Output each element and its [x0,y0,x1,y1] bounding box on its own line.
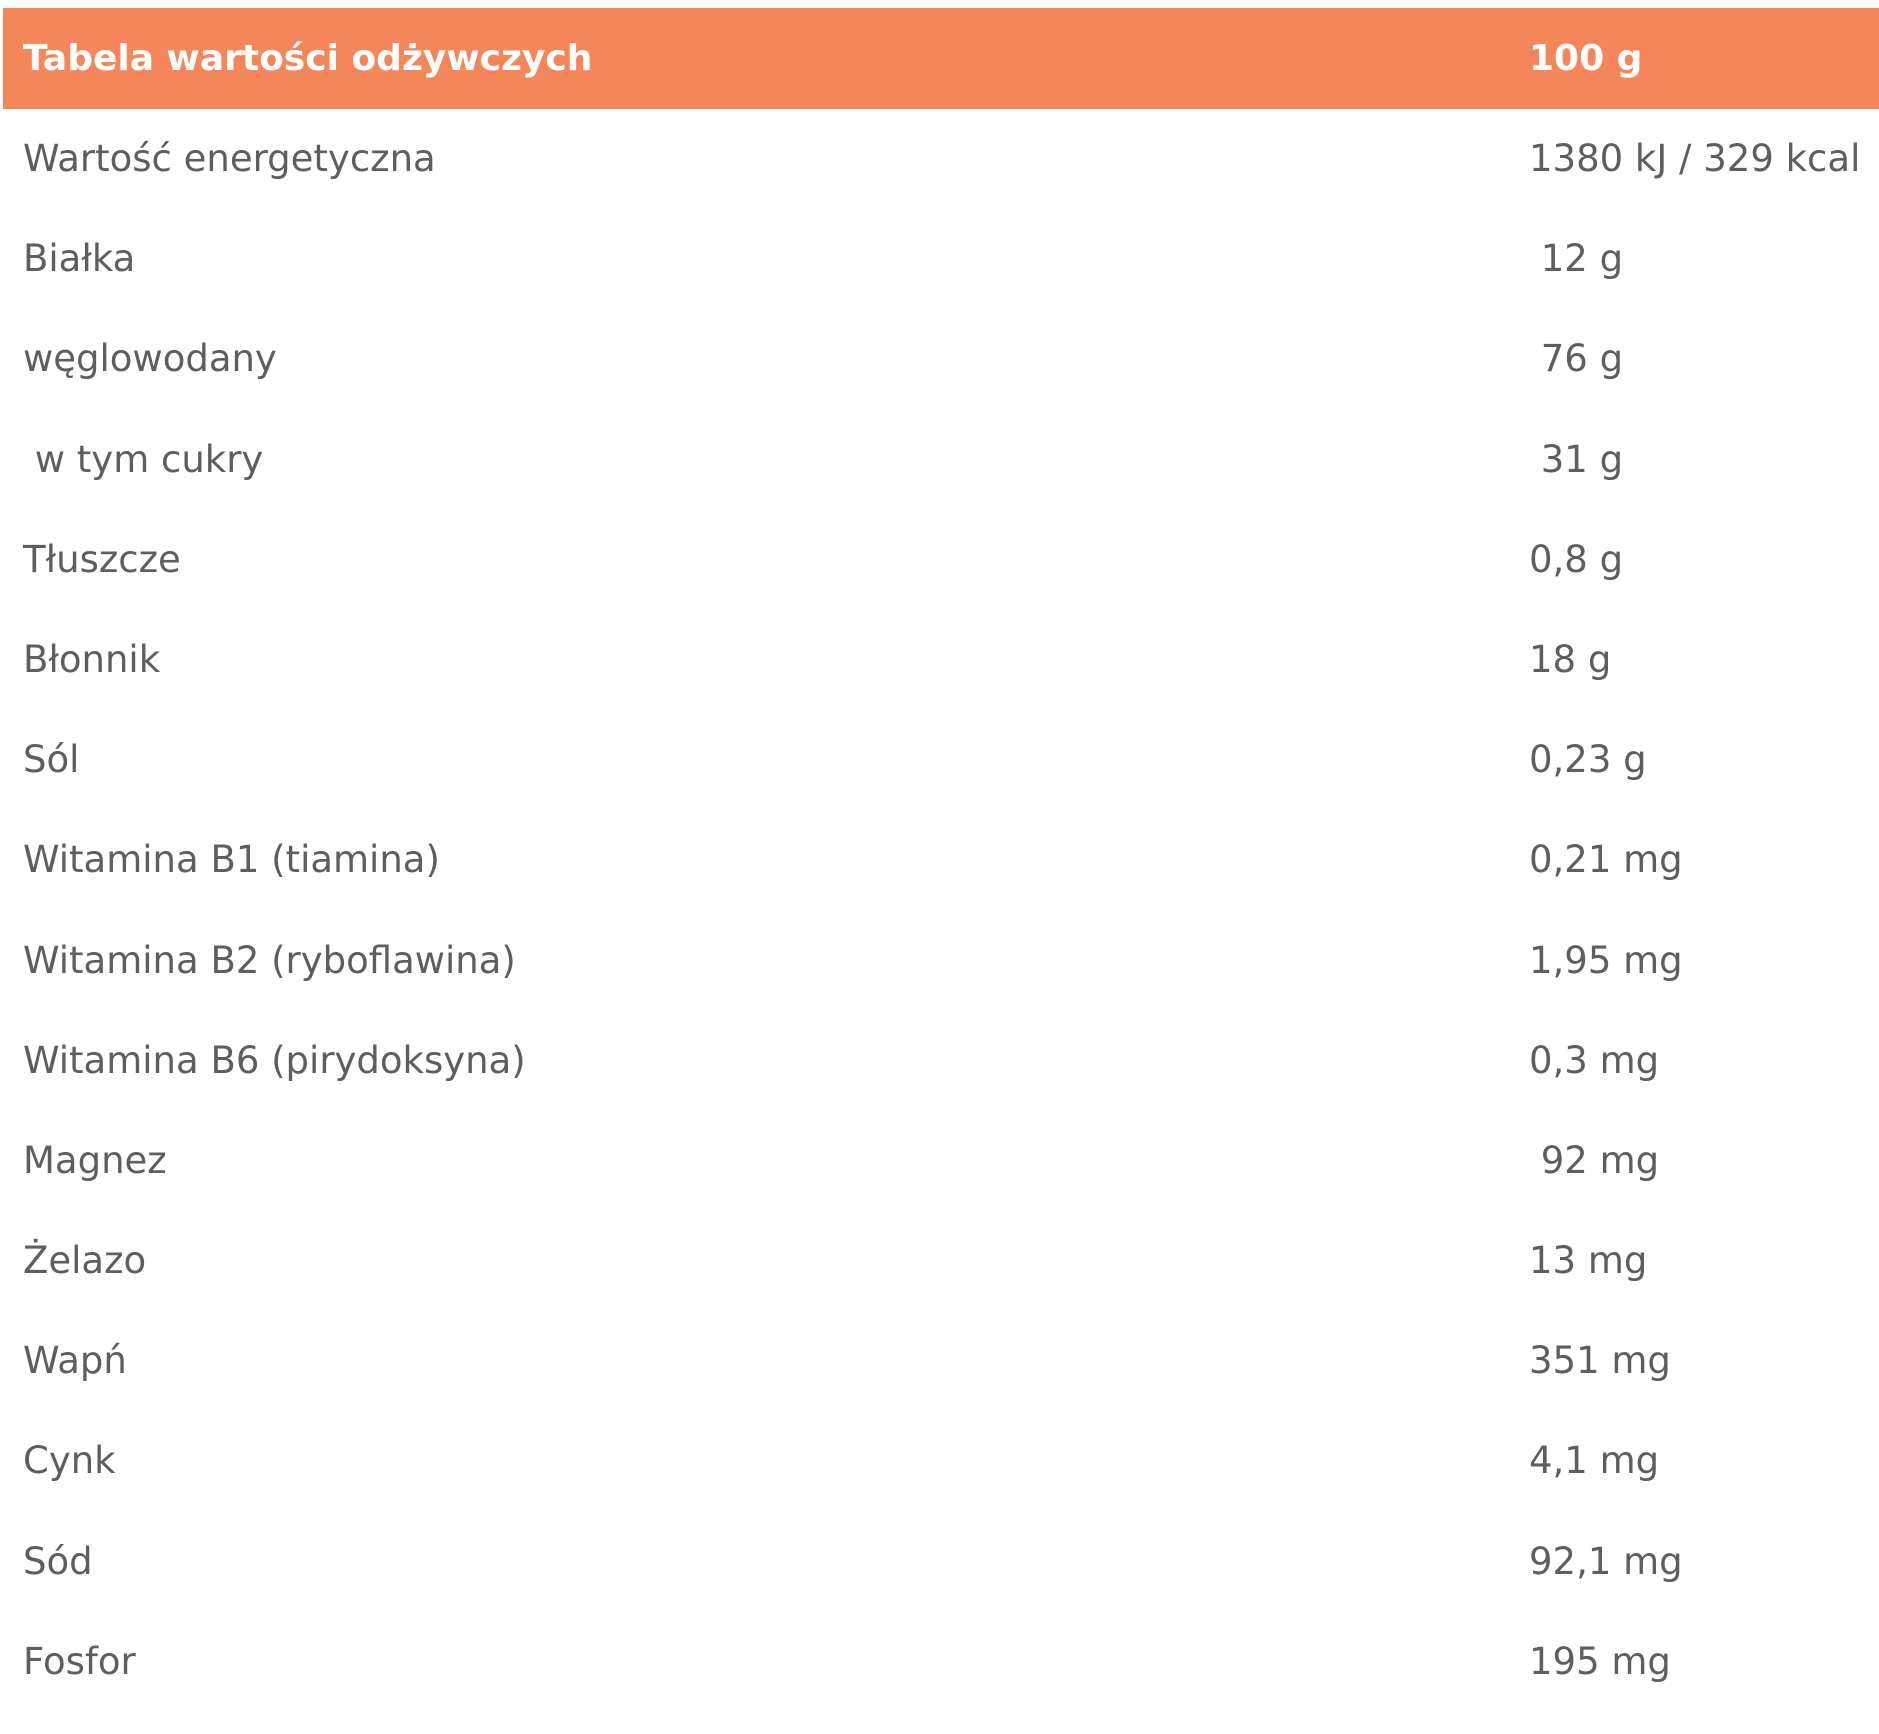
nutrient-name: Wartość energetyczna [23,137,436,180]
nutrient-value: 18 g [1529,637,1612,681]
table-row [3,309,1879,409]
nutrient-name: Żelazo [23,1239,147,1283]
nutrient-value: 1380 kJ / 329 kcal [1529,137,1861,180]
table-row [3,610,1879,710]
nutrient-name: węglowodany [23,337,277,381]
header-name-label: Tabela wartości odżywczych [23,38,593,79]
nutrient-value: 0,21 mg [1529,838,1683,882]
table-row [3,109,1879,209]
table-row [3,1612,1879,1712]
table-row [3,1111,1879,1211]
table-body [3,109,1879,1712]
nutrient-name: w tym cukry [23,437,264,481]
nutrient-value: 13 mg [1529,1239,1648,1283]
nutrient-value: 92 mg [1529,1138,1660,1182]
nutrient-name: Błonnik [23,637,161,681]
nutrient-value: 195 mg [1529,1639,1671,1683]
table-row [3,1411,1879,1511]
nutrient-name: Sól [23,738,80,782]
nutrition-table [3,8,1879,1712]
nutrient-value: 12 g [1529,237,1624,281]
nutrient-name: Magnez [23,1138,167,1182]
table-header [3,8,1879,109]
nutrient-value: 4,1 mg [1529,1439,1660,1483]
nutrient-name: Białka [23,237,136,281]
table-row [3,209,1879,309]
table-row [3,1311,1879,1411]
nutrient-name: Witamina B6 (pirydoksyna) [23,1038,526,1082]
nutrient-value: 92,1 mg [1529,1539,1683,1583]
table-row [3,510,1879,610]
nutrient-name: Wapń [23,1339,127,1383]
nutrient-value: 0,23 g [1529,738,1647,782]
table-row [3,911,1879,1011]
table-row [3,810,1879,910]
nutrient-name: Tłuszcze [23,537,181,581]
nutrient-name: Witamina B2 (ryboflawina) [23,938,516,982]
nutrient-value: 0,8 g [1529,537,1624,581]
table-row [3,1211,1879,1311]
header-value-label: 100 g [1529,38,1643,79]
nutrient-value: 76 g [1529,337,1624,381]
nutrient-name: Witamina B1 (tiamina) [23,838,440,882]
nutrient-value: 1,95 mg [1529,938,1683,982]
nutrient-name: Fosfor [23,1639,136,1683]
nutrient-value: 31 g [1529,437,1624,481]
table-row [3,1512,1879,1612]
table-row [3,710,1879,810]
nutrient-value: 351 mg [1529,1339,1671,1383]
table-row [3,1011,1879,1111]
table-row [3,410,1879,510]
nutrient-value: 0,3 mg [1529,1038,1660,1082]
nutrient-name: Sód [23,1539,93,1583]
nutrient-name: Cynk [23,1439,116,1483]
